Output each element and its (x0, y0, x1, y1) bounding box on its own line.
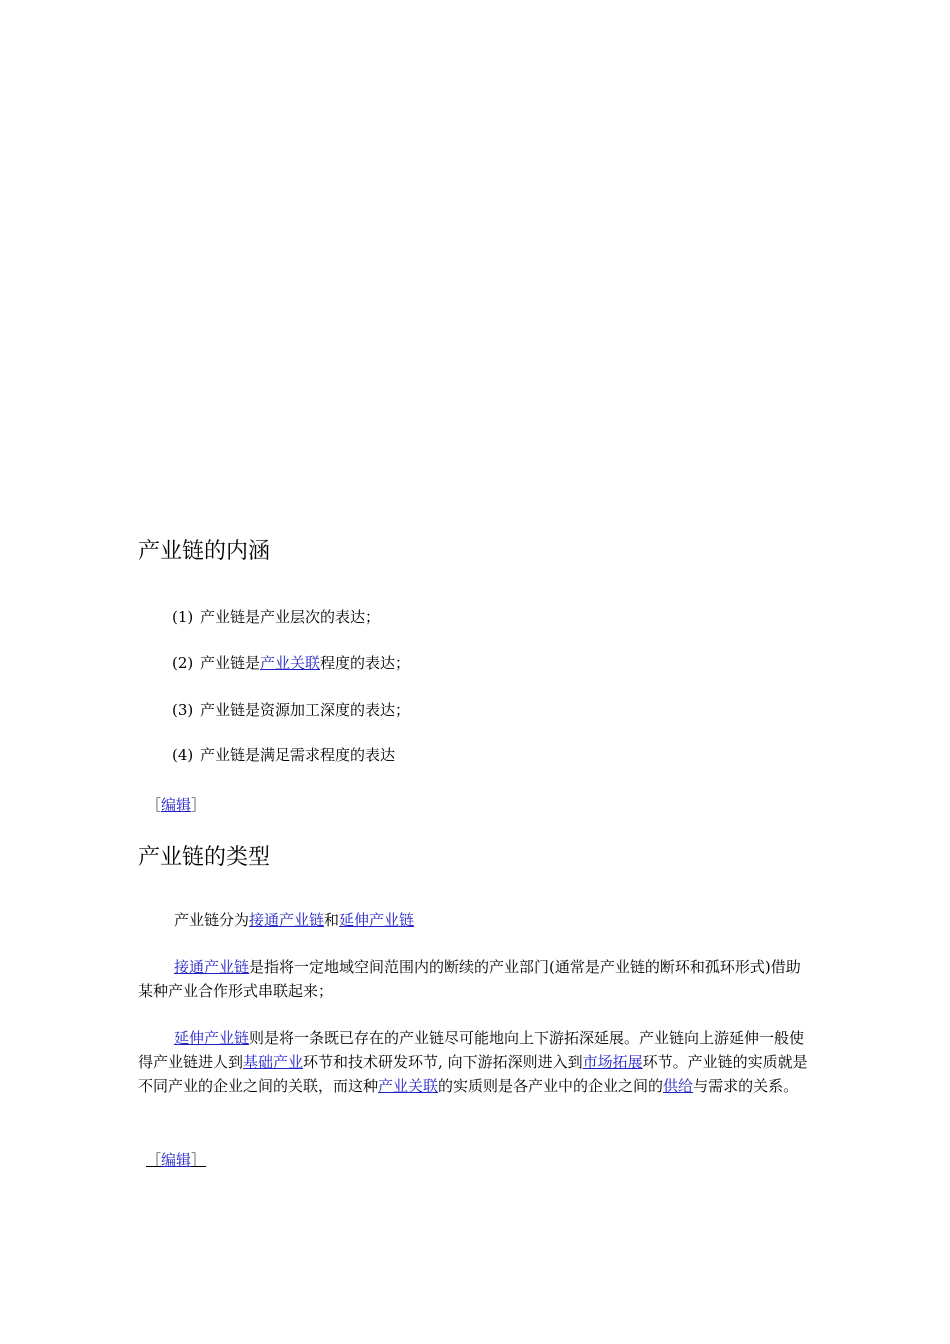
text: 则是将一条既已存在的产业链尽可能地向上下游拓深延展。产业链向上游延伸一般使得产业链进人到 (138, 1029, 805, 1071)
paragraph-extended-chain (138, 1026, 814, 1098)
section-heading-connotation: 产业链的内涵 (138, 539, 271, 564)
list-item-text: 产业链是满足需求程度的表达 (200, 746, 396, 764)
section-heading-types: 产业链的类型 (138, 845, 271, 870)
list-item (172, 652, 410, 674)
text: 和 (324, 911, 340, 929)
text: 产业链分为 (174, 911, 250, 929)
link-industry-linkage[interactable]: 产业关联 (378, 1077, 439, 1095)
edit-section-link (146, 794, 206, 816)
list-item-text: 产业链是产业层次的表达； (200, 608, 381, 626)
edit-link[interactable]: 编辑 (161, 796, 192, 814)
text: 与需求的关系。 (693, 1077, 799, 1095)
edit-section-link (146, 1149, 206, 1171)
paragraph-types (138, 908, 814, 932)
list-item-text: 产业链是 (200, 654, 261, 672)
bracket-close: ］ (191, 796, 207, 814)
link-basic-industry[interactable]: 基础产业 (243, 1053, 304, 1071)
bracket-close: ］ (191, 1151, 207, 1169)
list-item-number: (1) (172, 608, 194, 626)
text: 的实质则是各产业中的企业之间的 (438, 1077, 664, 1095)
text: 环节。产业链的实质就是不同产业的企业之间的关联，而这种 (138, 1053, 808, 1095)
text: 是指将一定地域空间范围内的断续的产业部门(通常是产业链的断环和孤环形式)借助某种产业合作形式串联起来； (138, 958, 801, 1000)
list-item-number: (3) (172, 701, 194, 719)
link-industry-linkage[interactable]: 产业关联 (260, 654, 321, 672)
link-extended-chain[interactable]: 延伸产业链 (339, 911, 415, 929)
paragraph-connected-chain (138, 955, 814, 1003)
link-market-expansion[interactable]: 市场拓展 (582, 1053, 643, 1071)
bracket-open: ［ (146, 1151, 162, 1169)
link-extended-chain[interactable]: 延伸产业链 (174, 1029, 250, 1047)
link-supply[interactable]: 供给 (663, 1077, 694, 1095)
text: 环节和技术研发环节, 向下游拓深则进入到 (303, 1053, 583, 1071)
list-item (172, 699, 410, 721)
list-item-text: 产业链是资源加工深度的表达； (200, 701, 411, 719)
list-item (172, 744, 395, 766)
list-item (172, 606, 380, 628)
list-item-number: (4) (172, 746, 194, 764)
link-connected-chain[interactable]: 接通产业链 (174, 958, 250, 976)
link-connected-chain[interactable]: 接通产业链 (249, 911, 325, 929)
edit-link[interactable]: 编辑 (161, 1151, 192, 1169)
list-item-number: (2) (172, 654, 194, 672)
bracket-open: ［ (146, 796, 162, 814)
list-item-text-tail: 程度的表达； (320, 654, 411, 672)
